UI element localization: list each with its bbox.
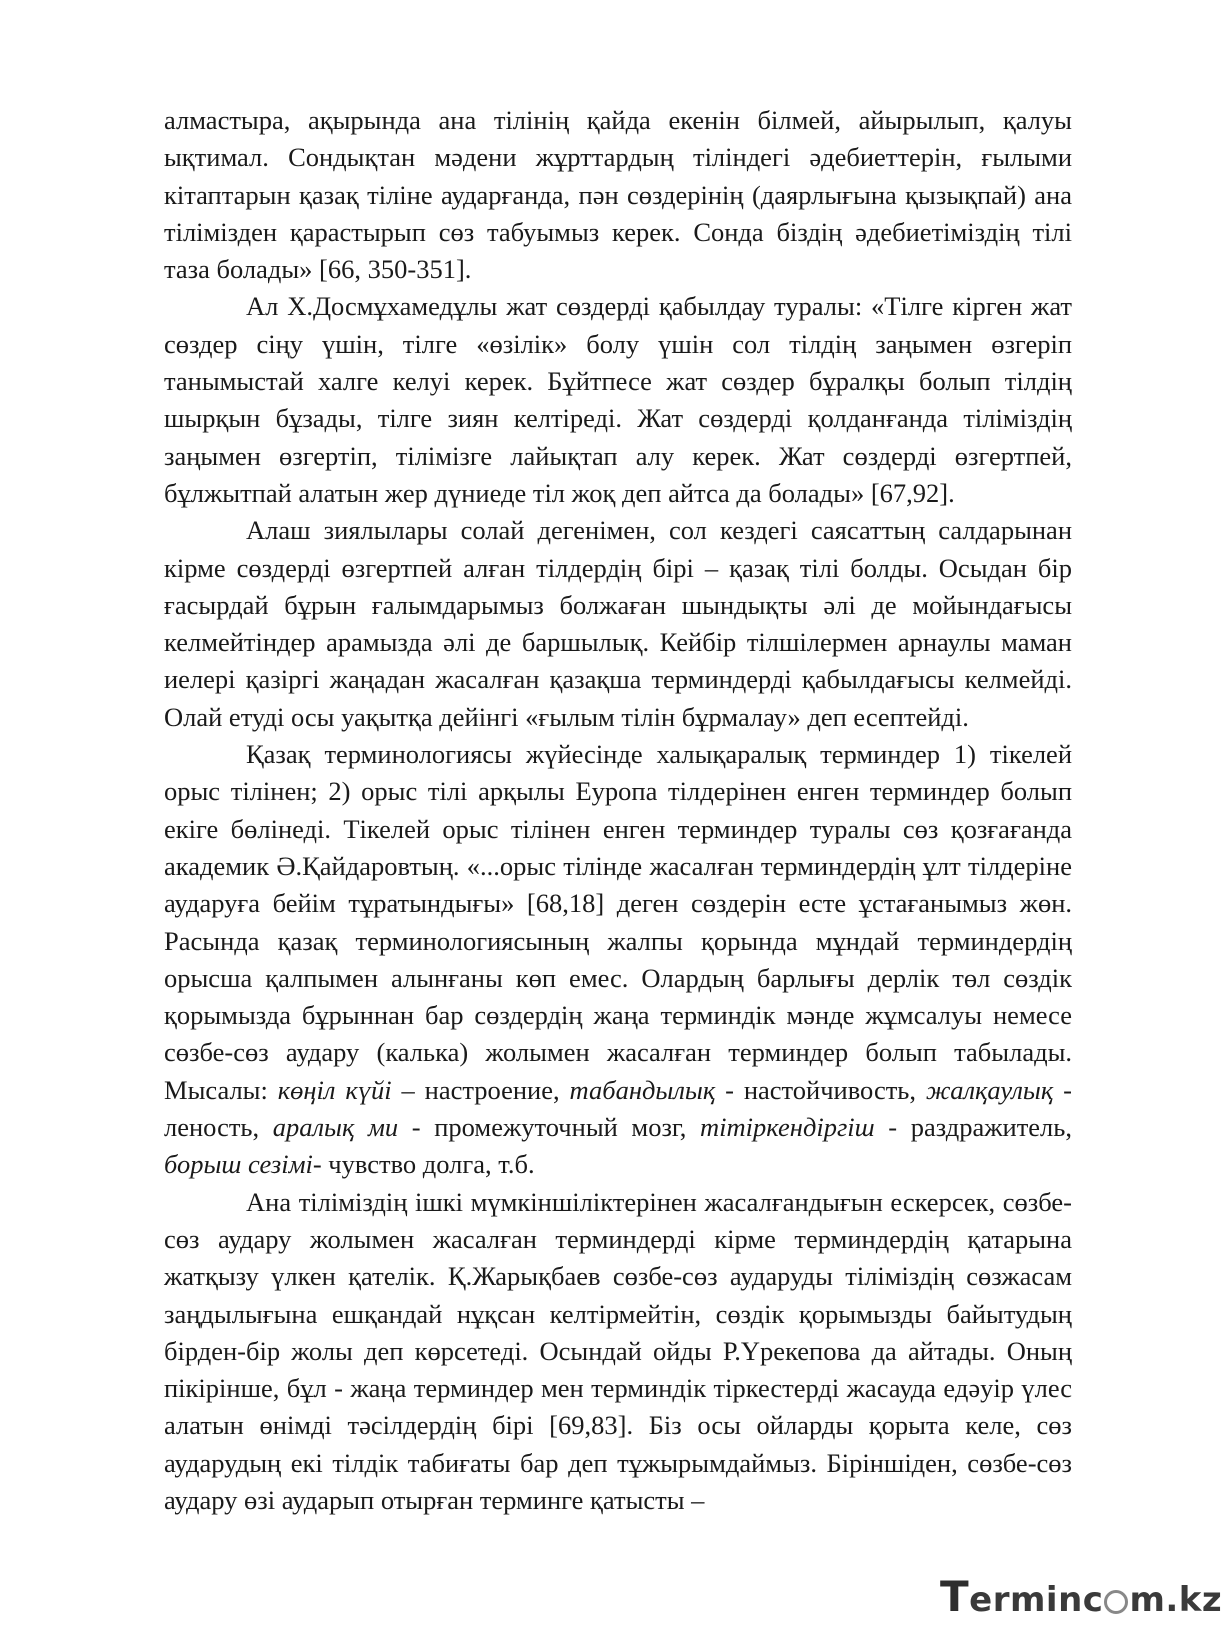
text-run: Алаш зиялылары солай дегенімен, сол кездегі саясаттың салдарынан кірме сөздерді өзгертпей алған тілдердің бірі – қазақ тілі болды. Осыдан бір ғасырдай бұрын ғалымдарымыз болжаған шындықты әлі де мойындағысы келмейтіндер арамызда әлі де баршылық. Кейбір тілшілермен арнаулы маман иелері қазіргі жаңадан жасалған қазақша терминдерді қабылдағысы келмейді. Олай етуді осы уақытқа дейінгі «ғылым тілін бұрмалау» деп есептейді. (164, 515, 1072, 732)
paragraph (164, 102, 1072, 288)
text-run: - чувство долга, т.б. (312, 1149, 535, 1180)
logo-text-middle: erminc (969, 1580, 1104, 1620)
italic-term: табандылық (569, 1074, 716, 1105)
italic-term: борыш сезімі (164, 1149, 313, 1180)
logo-letter-t: T (940, 1572, 970, 1621)
termincom-logo (940, 1572, 1222, 1621)
logo-text-suffix: m.kz (1129, 1580, 1222, 1620)
text-run: - промежуточный мозг, (398, 1112, 701, 1143)
text-run: алмастыра, ақырында ана тілінің қайда екенін білмей, айырылып, қалуы ықтимал. Сондықтан мәдени жұрттардың тіліндегі әдебиеттерін, ғылыми кітаптарын қазақ тіліне аударғанда, пән сөздерінің (даярлығына қызықпай) ана тілімізден қарастырып сөз табуымыз керек. Сонда біздің әдебиетіміздің тілі таза болады» [66, 350-351]. (164, 105, 1072, 285)
text-run: Ал Х.Досмұхамедұлы жат сөздерді қабылдау туралы: «Тілге кірген жат сөздер сіңу үшін, тілге «өзілік» болу үшін сол тілдің заңымен өзгеріп танымыстай халге келуі керек. Бұйтпесе жат сөздер бұралқы болып тілдің шырқын бұзады, тілге зиян келтіреді. Жат сөздерді қолданғанда тіліміздің заңымен өзгертіп, тілімізге лайықтап алу керек. Жат сөздерді өзгертпей, бұлжытпай алатын жер дүниеде тіл жоқ деп айтса да болады» [67,92]. (164, 291, 1072, 508)
paragraph (164, 1184, 1072, 1520)
italic-term: жалқаулық (925, 1074, 1054, 1105)
text-run: – настроение, (391, 1074, 570, 1105)
paragraph (164, 288, 1072, 512)
text-run: Ана тіліміздің ішкі мүмкіншіліктерінен жасалғандығын ескерсек, сөзбе-сөз аудару жолымен жасалған терминдерді кірме терминдердің қатарына жатқызу үлкен қателік. Қ.Жарықбаев сөзбе-сөз аударуды тіліміздің сөзжасам заңдылығына ешқандай нұқсан келтірмейтін, сөздік қорымызды байытудың бірден-бір жолы деп көрсетеді. Осындай ойды Р.Үрекепова да айтады. Оның пікірінше, бұл - жаңа терминдер мен терминдік тіркестерді жасауда едәуір үлес алатын өнімді тәсілдердің бірі [69,83]. Біз осы ойларды қорыта келе, сөз аударудың екі тілдік табиғаты бар деп тұжырымдаймыз. Біріншіден, сөзбе-сөз аудару өзі аударып отырған терминге қатысты – (164, 1186, 1072, 1515)
italic-term: аралық ми (272, 1112, 399, 1143)
document-body (164, 102, 1072, 1519)
italic-term: көңіл күйі (277, 1074, 392, 1105)
paragraph (164, 512, 1072, 736)
paragraph (164, 736, 1072, 1184)
text-run: - леность, (164, 1074, 1073, 1143)
text-run: Қазақ терминологиясы жүйесінде халықаралық терминдер 1) тікелей орыс тілінен; 2) орыс тілі арқылы Еуропа тілдерінен енген терминдер болып екіге бөлінеді. Тікелей орыс тілінен енген терминдер туралы сөз қозғағанда академик Ә.Қайдаровтың. «...орыс тілінде жасалған терминдердің ұлт тілдеріне аударуға бейім тұратындығы» [68,18] деген сөздерін есте ұстағанымыз жөн. Расында қазақ терминологиясының жалпы қорында мұндай терминдердің орысша қалпымен алынғаны көп емес. Олардың барлығы дерлік төл сөздік қорымызда бұрыннан бар сөздердің жаңа терминдік мәнде жұмсалуы немесе сөзбе-сөз аудару (калька) жолымен жасалған терминдер болып табылады. Мысалы: (164, 739, 1072, 1105)
logo-circle-icon (1104, 1590, 1128, 1614)
text-run: - настойчивость, (715, 1074, 926, 1105)
italic-term: тітіркендіргіш (700, 1112, 875, 1143)
text-run: - раздражитель, (874, 1112, 1072, 1143)
